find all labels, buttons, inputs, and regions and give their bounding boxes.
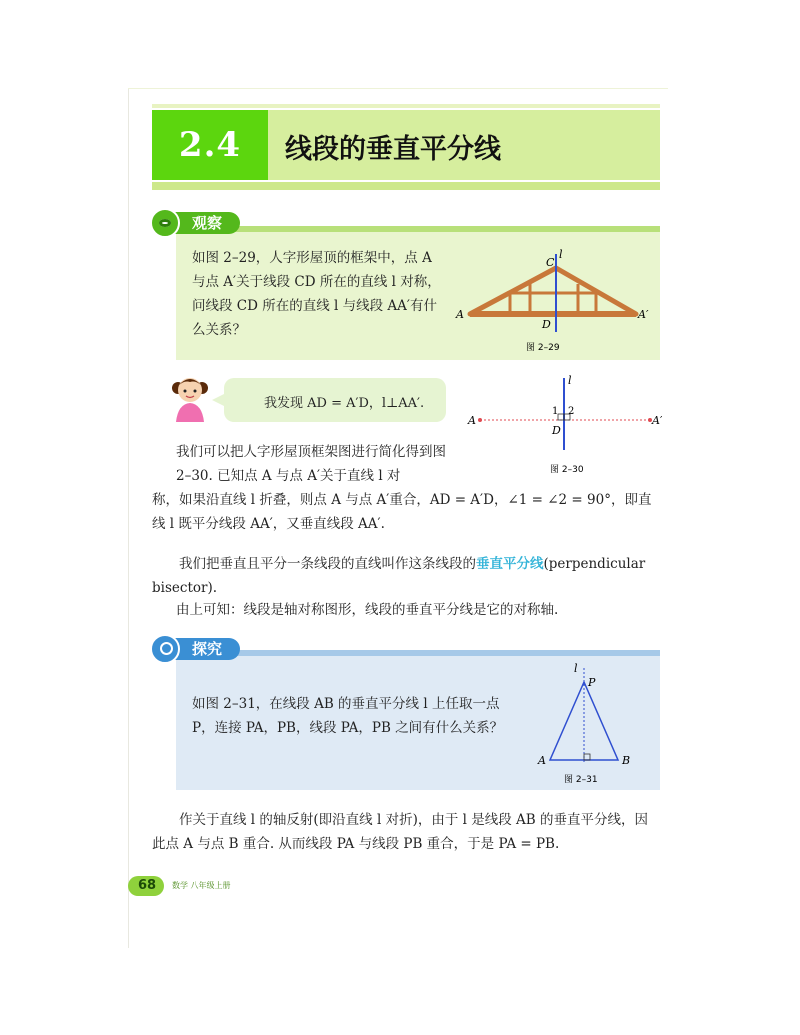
page-number: 68 [138,878,157,893]
label-A-prime: A′ [652,414,662,427]
explore-text: 如图 2–31，在线段 AB 的垂直平分线 l 上任取一点 P，连接 PA，PB，线段 PA，PB 之间有什么关系？ [192,696,504,736]
label-A: A [456,308,464,321]
figure-caption: 图 2–30 [550,465,584,475]
label-B: B [622,754,631,767]
girl-avatar [168,370,212,422]
label-l: l [574,662,578,675]
label-A: A [468,414,476,427]
observe-top-bar [230,226,660,232]
figure-caption: 图 2–31 [564,775,598,785]
body-paragraph-1a: 我们可以把人字形屋顶框架图进行简化得到图 2–30. 已知点 A 与点 A′关于直线 l 对 [176,444,446,484]
definition-before: 我们把垂直且平分一条线段的直线叫作这条线段的 [179,556,476,572]
explore-top-bar [232,650,660,656]
label-A-prime: A′ [638,308,649,321]
header-top-strip [152,104,660,108]
point-A [478,418,482,422]
label-D: D [552,424,561,437]
book-title: 数学 八年级上册 [172,881,231,890]
speech-bubble-text: 我发现 AD = A′D，l⊥AA′. [264,396,425,411]
header-bottom-strip [152,182,660,190]
observe-text: 如图 2–29，人字形屋顶的框架中，点 A 与点 A′关于线段 CD 所在的直线 l 对称，问线段 CD 所在的直线 l 与线段 AA′有什么关系？ [192,250,441,338]
label-angle-2: 2 [568,406,575,417]
figure-caption: 图 2–29 [526,343,560,353]
eye-icon [150,208,180,238]
page-top-line [128,88,668,89]
definition-paragraph [152,552,660,600]
label-angle-1: 1 [552,406,559,417]
definition-after: (perpendicular bisector). [152,556,646,596]
definition-term: 垂直平分线 [476,556,544,572]
summary-paragraph: 由上可知：线段是轴对称图形，线段的垂直平分线是它的对称轴. [176,602,559,618]
label-P: P [588,676,596,689]
label-A: A [538,754,546,767]
page-margin-line [128,88,129,948]
section-title: 线段的垂直平分线 [285,134,501,165]
label-l: l [559,248,563,261]
figure-2-31 [530,660,650,788]
final-paragraph: 作关于直线 l 的轴反射(即沿直线 l 对折)，由于 l 是线段 AB 的垂直平分线，因此点 A 与点 B 重合. 从而线段 PA 与线段 PB 重合，于是 PA = PB. [152,812,648,852]
label-D: D [542,318,551,331]
figure-2-30 [462,374,662,478]
right-angle-mark [584,754,590,760]
observe-label: 观察 [166,212,240,234]
label-l: l [568,374,572,387]
body-paragraph-1b: 称，如果沿直线 l 折叠，则点 A 与点 A′重合，AD = A′D，∠1 = ∠2 = 90°，即直线 l 既平分线段 AA′，又垂直线段 AA′. [152,492,652,532]
label-C: C [546,256,555,269]
explore-label: 探究 [166,638,240,660]
section-number: 2.4 [152,110,268,180]
magnifier-icon [150,634,180,664]
figure-2-29 [450,246,660,358]
roof-outer-frame [470,268,636,314]
